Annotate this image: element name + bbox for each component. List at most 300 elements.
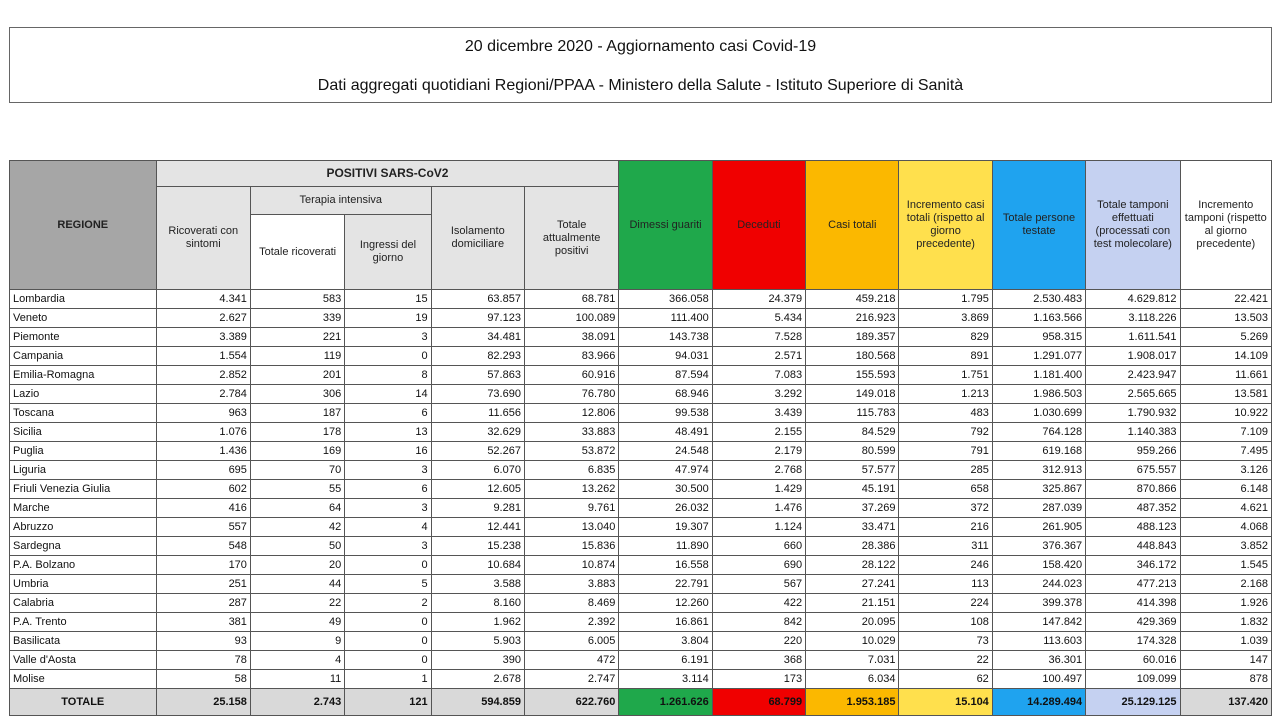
value-cell: 285 [899, 461, 992, 480]
table-row [10, 537, 1272, 556]
value-cell: 15.238 [431, 537, 524, 556]
value-cell: 1.908.017 [1086, 347, 1180, 366]
value-cell: 60.016 [1086, 651, 1180, 670]
value-cell: 1.124 [712, 518, 805, 537]
value-cell: 5.903 [431, 632, 524, 651]
value-cell: 483 [899, 404, 992, 423]
value-cell: 695 [156, 461, 250, 480]
value-cell: 143.738 [619, 328, 712, 347]
value-cell: 0 [345, 347, 431, 366]
value-cell: 70 [250, 461, 344, 480]
value-cell: 93 [156, 632, 250, 651]
value-cell: 3.852 [1180, 537, 1271, 556]
value-cell: 261.905 [992, 518, 1085, 537]
value-cell: 3.126 [1180, 461, 1271, 480]
value-cell: 1.291.077 [992, 347, 1085, 366]
total-value-cell: 622.760 [524, 689, 618, 716]
region-name-cell: Abruzzo [10, 518, 157, 537]
value-cell: 13.040 [524, 518, 618, 537]
region-name-cell: Lazio [10, 385, 157, 404]
region-name-cell: Umbria [10, 575, 157, 594]
value-cell: 6.835 [524, 461, 618, 480]
value-cell: 16.861 [619, 613, 712, 632]
value-cell: 63.857 [431, 290, 524, 309]
value-cell: 24.548 [619, 442, 712, 461]
value-cell: 6.148 [1180, 480, 1271, 499]
value-cell: 1.751 [899, 366, 992, 385]
table-row [10, 366, 1272, 385]
total-value-cell: 121 [345, 689, 431, 716]
value-cell: 4 [345, 518, 431, 537]
value-cell: 11.656 [431, 404, 524, 423]
value-cell: 11.661 [1180, 366, 1271, 385]
value-cell: 372 [899, 499, 992, 518]
value-cell: 47.974 [619, 461, 712, 480]
value-cell: 13.262 [524, 480, 618, 499]
value-cell: 28.122 [806, 556, 899, 575]
value-cell: 221 [250, 328, 344, 347]
value-cell: 6.070 [431, 461, 524, 480]
value-cell: 8.160 [431, 594, 524, 613]
value-cell: 7.495 [1180, 442, 1271, 461]
region-name-cell: Emilia-Romagna [10, 366, 157, 385]
value-cell: 878 [1180, 670, 1271, 689]
value-cell: 15 [345, 290, 431, 309]
value-cell: 416 [156, 499, 250, 518]
value-cell: 216 [899, 518, 992, 537]
value-cell: 224 [899, 594, 992, 613]
value-cell: 4.629.812 [1086, 290, 1180, 309]
value-cell: 33.471 [806, 518, 899, 537]
value-cell: 12.605 [431, 480, 524, 499]
value-cell: 97.123 [431, 309, 524, 328]
value-cell: 1.611.541 [1086, 328, 1180, 347]
value-cell: 8.469 [524, 594, 618, 613]
value-cell: 1.039 [1180, 632, 1271, 651]
value-cell: 366.058 [619, 290, 712, 309]
region-name-cell: Marche [10, 499, 157, 518]
value-cell: 1.986.503 [992, 385, 1085, 404]
value-cell: 34.481 [431, 328, 524, 347]
value-cell: 80.599 [806, 442, 899, 461]
value-cell: 27.241 [806, 575, 899, 594]
value-cell: 22 [899, 651, 992, 670]
value-cell: 99.538 [619, 404, 712, 423]
table-row [10, 594, 1272, 613]
value-cell: 3.439 [712, 404, 805, 423]
value-cell: 764.128 [992, 423, 1085, 442]
value-cell: 5 [345, 575, 431, 594]
value-cell: 108 [899, 613, 992, 632]
value-cell: 119 [250, 347, 344, 366]
value-cell: 2.571 [712, 347, 805, 366]
value-cell: 45.191 [806, 480, 899, 499]
totals-label: TOTALE [10, 689, 157, 716]
region-name-cell: Veneto [10, 309, 157, 328]
value-cell: 22 [250, 594, 344, 613]
value-cell: 22.791 [619, 575, 712, 594]
value-cell: 13.503 [1180, 309, 1271, 328]
value-cell: 73.690 [431, 385, 524, 404]
value-cell: 7.083 [712, 366, 805, 385]
value-cell: 37.269 [806, 499, 899, 518]
value-cell: 3 [345, 537, 431, 556]
value-cell: 174.328 [1086, 632, 1180, 651]
value-cell: 1.213 [899, 385, 992, 404]
value-cell: 178 [250, 423, 344, 442]
value-cell: 2.168 [1180, 575, 1271, 594]
value-cell: 287.039 [992, 499, 1085, 518]
value-cell: 9.761 [524, 499, 618, 518]
col-incremento-casi: Incremento casi totali (rispetto al giorno precedente) [899, 161, 992, 290]
total-value-cell: 2.743 [250, 689, 344, 716]
value-cell: 2.784 [156, 385, 250, 404]
total-value-cell: 1.953.185 [806, 689, 899, 716]
table-row [10, 309, 1272, 328]
value-cell: 1.429 [712, 480, 805, 499]
value-cell: 109.099 [1086, 670, 1180, 689]
value-cell: 4 [250, 651, 344, 670]
value-cell: 84.529 [806, 423, 899, 442]
value-cell: 10.922 [1180, 404, 1271, 423]
value-cell: 4.621 [1180, 499, 1271, 518]
value-cell: 0 [345, 651, 431, 670]
value-cell: 16 [345, 442, 431, 461]
col-group-terapia: Terapia intensiva [250, 187, 431, 215]
value-cell: 376.367 [992, 537, 1085, 556]
value-cell: 73 [899, 632, 992, 651]
value-cell: 10.029 [806, 632, 899, 651]
value-cell: 11 [250, 670, 344, 689]
value-cell: 792 [899, 423, 992, 442]
col-deceduti: Deceduti [712, 161, 805, 290]
value-cell: 53.872 [524, 442, 618, 461]
value-cell: 429.369 [1086, 613, 1180, 632]
region-name-cell: Valle d'Aosta [10, 651, 157, 670]
value-cell: 30.500 [619, 480, 712, 499]
value-cell: 83.966 [524, 347, 618, 366]
value-cell: 1.076 [156, 423, 250, 442]
region-name-cell: Calabria [10, 594, 157, 613]
value-cell: 472 [524, 651, 618, 670]
value-cell: 6 [345, 480, 431, 499]
col-incremento-tamponi: Incremento tamponi (rispetto al giorno precedente) [1180, 161, 1271, 290]
value-cell: 76.780 [524, 385, 618, 404]
value-cell: 155.593 [806, 366, 899, 385]
table-row [10, 290, 1272, 309]
value-cell: 287 [156, 594, 250, 613]
value-cell: 399.378 [992, 594, 1085, 613]
value-cell: 20 [250, 556, 344, 575]
value-cell: 7.528 [712, 328, 805, 347]
value-cell: 1.554 [156, 347, 250, 366]
value-cell: 548 [156, 537, 250, 556]
value-cell: 180.568 [806, 347, 899, 366]
col-persone-testate: Totale persone testate [992, 161, 1085, 290]
col-dimessi: Dimessi guariti [619, 161, 712, 290]
report-subtitle: Dati aggregati quotidiani Regioni/PPAA - Ministero della Salute - Istituto Superiore di Sanità [317, 77, 964, 94]
region-name-cell: P.A. Trento [10, 613, 157, 632]
totals-row [10, 689, 1272, 716]
value-cell: 2.530.483 [992, 290, 1085, 309]
col-tamponi: Totale tamponi effettuati (processati con test molecolare) [1086, 161, 1180, 290]
value-cell: 3.804 [619, 632, 712, 651]
value-cell: 658 [899, 480, 992, 499]
value-cell: 36.301 [992, 651, 1085, 670]
table-row [10, 328, 1272, 347]
value-cell: 10.684 [431, 556, 524, 575]
value-cell: 170 [156, 556, 250, 575]
value-cell: 1.181.400 [992, 366, 1085, 385]
value-cell: 3.389 [156, 328, 250, 347]
value-cell: 8 [345, 366, 431, 385]
value-cell: 187 [250, 404, 344, 423]
value-cell: 6 [345, 404, 431, 423]
table-row [10, 461, 1272, 480]
table-row [10, 670, 1272, 689]
value-cell: 675.557 [1086, 461, 1180, 480]
region-name-cell: Molise [10, 670, 157, 689]
value-cell: 3.114 [619, 670, 712, 689]
value-cell: 216.923 [806, 309, 899, 328]
total-value-cell: 25.158 [156, 689, 250, 716]
value-cell: 21.151 [806, 594, 899, 613]
value-cell: 958.315 [992, 328, 1085, 347]
col-regione: REGIONE [10, 161, 157, 290]
value-cell: 57.863 [431, 366, 524, 385]
value-cell: 4.068 [1180, 518, 1271, 537]
value-cell: 20.095 [806, 613, 899, 632]
value-cell: 1.926 [1180, 594, 1271, 613]
value-cell: 60.916 [524, 366, 618, 385]
value-cell: 149.018 [806, 385, 899, 404]
report-header [9, 27, 1272, 103]
value-cell: 246 [899, 556, 992, 575]
value-cell: 829 [899, 328, 992, 347]
value-cell: 9 [250, 632, 344, 651]
table-row [10, 442, 1272, 461]
value-cell: 414.398 [1086, 594, 1180, 613]
region-name-cell: Campania [10, 347, 157, 366]
value-cell: 1.795 [899, 290, 992, 309]
value-cell: 870.866 [1086, 480, 1180, 499]
value-cell: 100.089 [524, 309, 618, 328]
value-cell: 1.030.699 [992, 404, 1085, 423]
value-cell: 147.842 [992, 613, 1085, 632]
value-cell: 111.400 [619, 309, 712, 328]
value-cell: 2.852 [156, 366, 250, 385]
value-cell: 115.783 [806, 404, 899, 423]
col-group-positivi: POSITIVI SARS-CoV2 [156, 161, 619, 187]
value-cell: 487.352 [1086, 499, 1180, 518]
value-cell: 16.558 [619, 556, 712, 575]
table-row [10, 613, 1272, 632]
value-cell: 0 [345, 632, 431, 651]
total-value-cell: 137.420 [1180, 689, 1271, 716]
value-cell: 6.034 [806, 670, 899, 689]
table-row [10, 518, 1272, 537]
value-cell: 660 [712, 537, 805, 556]
table-row [10, 575, 1272, 594]
table-row [10, 347, 1272, 366]
value-cell: 2 [345, 594, 431, 613]
value-cell: 422 [712, 594, 805, 613]
value-cell: 3.292 [712, 385, 805, 404]
value-cell: 55 [250, 480, 344, 499]
value-cell: 6.005 [524, 632, 618, 651]
value-cell: 57.577 [806, 461, 899, 480]
value-cell: 690 [712, 556, 805, 575]
value-cell: 169 [250, 442, 344, 461]
table-row [10, 404, 1272, 423]
value-cell: 959.266 [1086, 442, 1180, 461]
table-row [10, 632, 1272, 651]
value-cell: 488.123 [1086, 518, 1180, 537]
value-cell: 312.913 [992, 461, 1085, 480]
region-name-cell: Liguria [10, 461, 157, 480]
region-name-cell: Puglia [10, 442, 157, 461]
value-cell: 52.267 [431, 442, 524, 461]
value-cell: 78 [156, 651, 250, 670]
value-cell: 311 [899, 537, 992, 556]
region-name-cell: Sardegna [10, 537, 157, 556]
total-value-cell: 25.129.125 [1086, 689, 1180, 716]
value-cell: 1.790.932 [1086, 404, 1180, 423]
report-title: 20 dicembre 2020 - Aggiornamento casi Covid-19 [464, 38, 817, 55]
value-cell: 58 [156, 670, 250, 689]
value-cell: 1.140.383 [1086, 423, 1180, 442]
value-cell: 14 [345, 385, 431, 404]
value-cell: 791 [899, 442, 992, 461]
region-name-cell: Sicilia [10, 423, 157, 442]
value-cell: 1.163.566 [992, 309, 1085, 328]
table-row [10, 499, 1272, 518]
value-cell: 9.281 [431, 499, 524, 518]
value-cell: 3.588 [431, 575, 524, 594]
value-cell: 12.806 [524, 404, 618, 423]
value-cell: 557 [156, 518, 250, 537]
value-cell: 32.629 [431, 423, 524, 442]
value-cell: 82.293 [431, 347, 524, 366]
value-cell: 963 [156, 404, 250, 423]
value-cell: 5.434 [712, 309, 805, 328]
value-cell: 2.627 [156, 309, 250, 328]
value-cell: 842 [712, 613, 805, 632]
region-name-cell: P.A. Bolzano [10, 556, 157, 575]
value-cell: 2.179 [712, 442, 805, 461]
value-cell: 3 [345, 461, 431, 480]
total-value-cell: 594.859 [431, 689, 524, 716]
region-name-cell: Piemonte [10, 328, 157, 347]
value-cell: 6.191 [619, 651, 712, 670]
value-cell: 2.155 [712, 423, 805, 442]
table-row [10, 651, 1272, 670]
value-cell: 891 [899, 347, 992, 366]
value-cell: 381 [156, 613, 250, 632]
value-cell: 12.260 [619, 594, 712, 613]
value-cell: 147 [1180, 651, 1271, 670]
value-cell: 3 [345, 328, 431, 347]
value-cell: 448.843 [1086, 537, 1180, 556]
region-name-cell: Lombardia [10, 290, 157, 309]
total-value-cell: 68.799 [712, 689, 805, 716]
value-cell: 100.497 [992, 670, 1085, 689]
value-cell: 3.883 [524, 575, 618, 594]
value-cell: 1 [345, 670, 431, 689]
value-cell: 49 [250, 613, 344, 632]
value-cell: 2.747 [524, 670, 618, 689]
value-cell: 15.836 [524, 537, 618, 556]
value-cell: 68.781 [524, 290, 618, 309]
value-cell: 22.421 [1180, 290, 1271, 309]
col-totale-positivi: Totale attualmente positivi [524, 187, 618, 290]
value-cell: 339 [250, 309, 344, 328]
value-cell: 24.379 [712, 290, 805, 309]
value-cell: 113.603 [992, 632, 1085, 651]
value-cell: 477.213 [1086, 575, 1180, 594]
value-cell: 62 [899, 670, 992, 689]
value-cell: 5.269 [1180, 328, 1271, 347]
value-cell: 11.890 [619, 537, 712, 556]
value-cell: 13.581 [1180, 385, 1271, 404]
value-cell: 38.091 [524, 328, 618, 347]
value-cell: 12.441 [431, 518, 524, 537]
value-cell: 201 [250, 366, 344, 385]
value-cell: 251 [156, 575, 250, 594]
value-cell: 2.565.665 [1086, 385, 1180, 404]
table-row [10, 385, 1272, 404]
value-cell: 1.962 [431, 613, 524, 632]
value-cell: 368 [712, 651, 805, 670]
table-row [10, 480, 1272, 499]
col-ricoverati: Ricoverati con sintomi [156, 187, 250, 290]
value-cell: 0 [345, 613, 431, 632]
value-cell: 4.341 [156, 290, 250, 309]
value-cell: 44 [250, 575, 344, 594]
value-cell: 10.874 [524, 556, 618, 575]
total-value-cell: 1.261.626 [619, 689, 712, 716]
region-name-cell: Friuli Venezia Giulia [10, 480, 157, 499]
value-cell: 3.869 [899, 309, 992, 328]
value-cell: 325.867 [992, 480, 1085, 499]
value-cell: 28.386 [806, 537, 899, 556]
col-ingressi: Ingressi del giorno [345, 215, 431, 290]
value-cell: 2.423.947 [1086, 366, 1180, 385]
value-cell: 94.031 [619, 347, 712, 366]
value-cell: 1.545 [1180, 556, 1271, 575]
value-cell: 68.946 [619, 385, 712, 404]
value-cell: 14.109 [1180, 347, 1271, 366]
col-casi-totali: Casi totali [806, 161, 899, 290]
total-value-cell: 14.289.494 [992, 689, 1085, 716]
total-value-cell: 15.104 [899, 689, 992, 716]
value-cell: 2.768 [712, 461, 805, 480]
value-cell: 7.109 [1180, 423, 1271, 442]
table-row [10, 556, 1272, 575]
region-name-cell: Toscana [10, 404, 157, 423]
value-cell: 3.118.226 [1086, 309, 1180, 328]
value-cell: 1.832 [1180, 613, 1271, 632]
value-cell: 7.031 [806, 651, 899, 670]
value-cell: 1.436 [156, 442, 250, 461]
value-cell: 220 [712, 632, 805, 651]
value-cell: 158.420 [992, 556, 1085, 575]
value-cell: 33.883 [524, 423, 618, 442]
value-cell: 602 [156, 480, 250, 499]
value-cell: 19 [345, 309, 431, 328]
col-isolamento: Isolamento domiciliare [431, 187, 524, 290]
value-cell: 567 [712, 575, 805, 594]
